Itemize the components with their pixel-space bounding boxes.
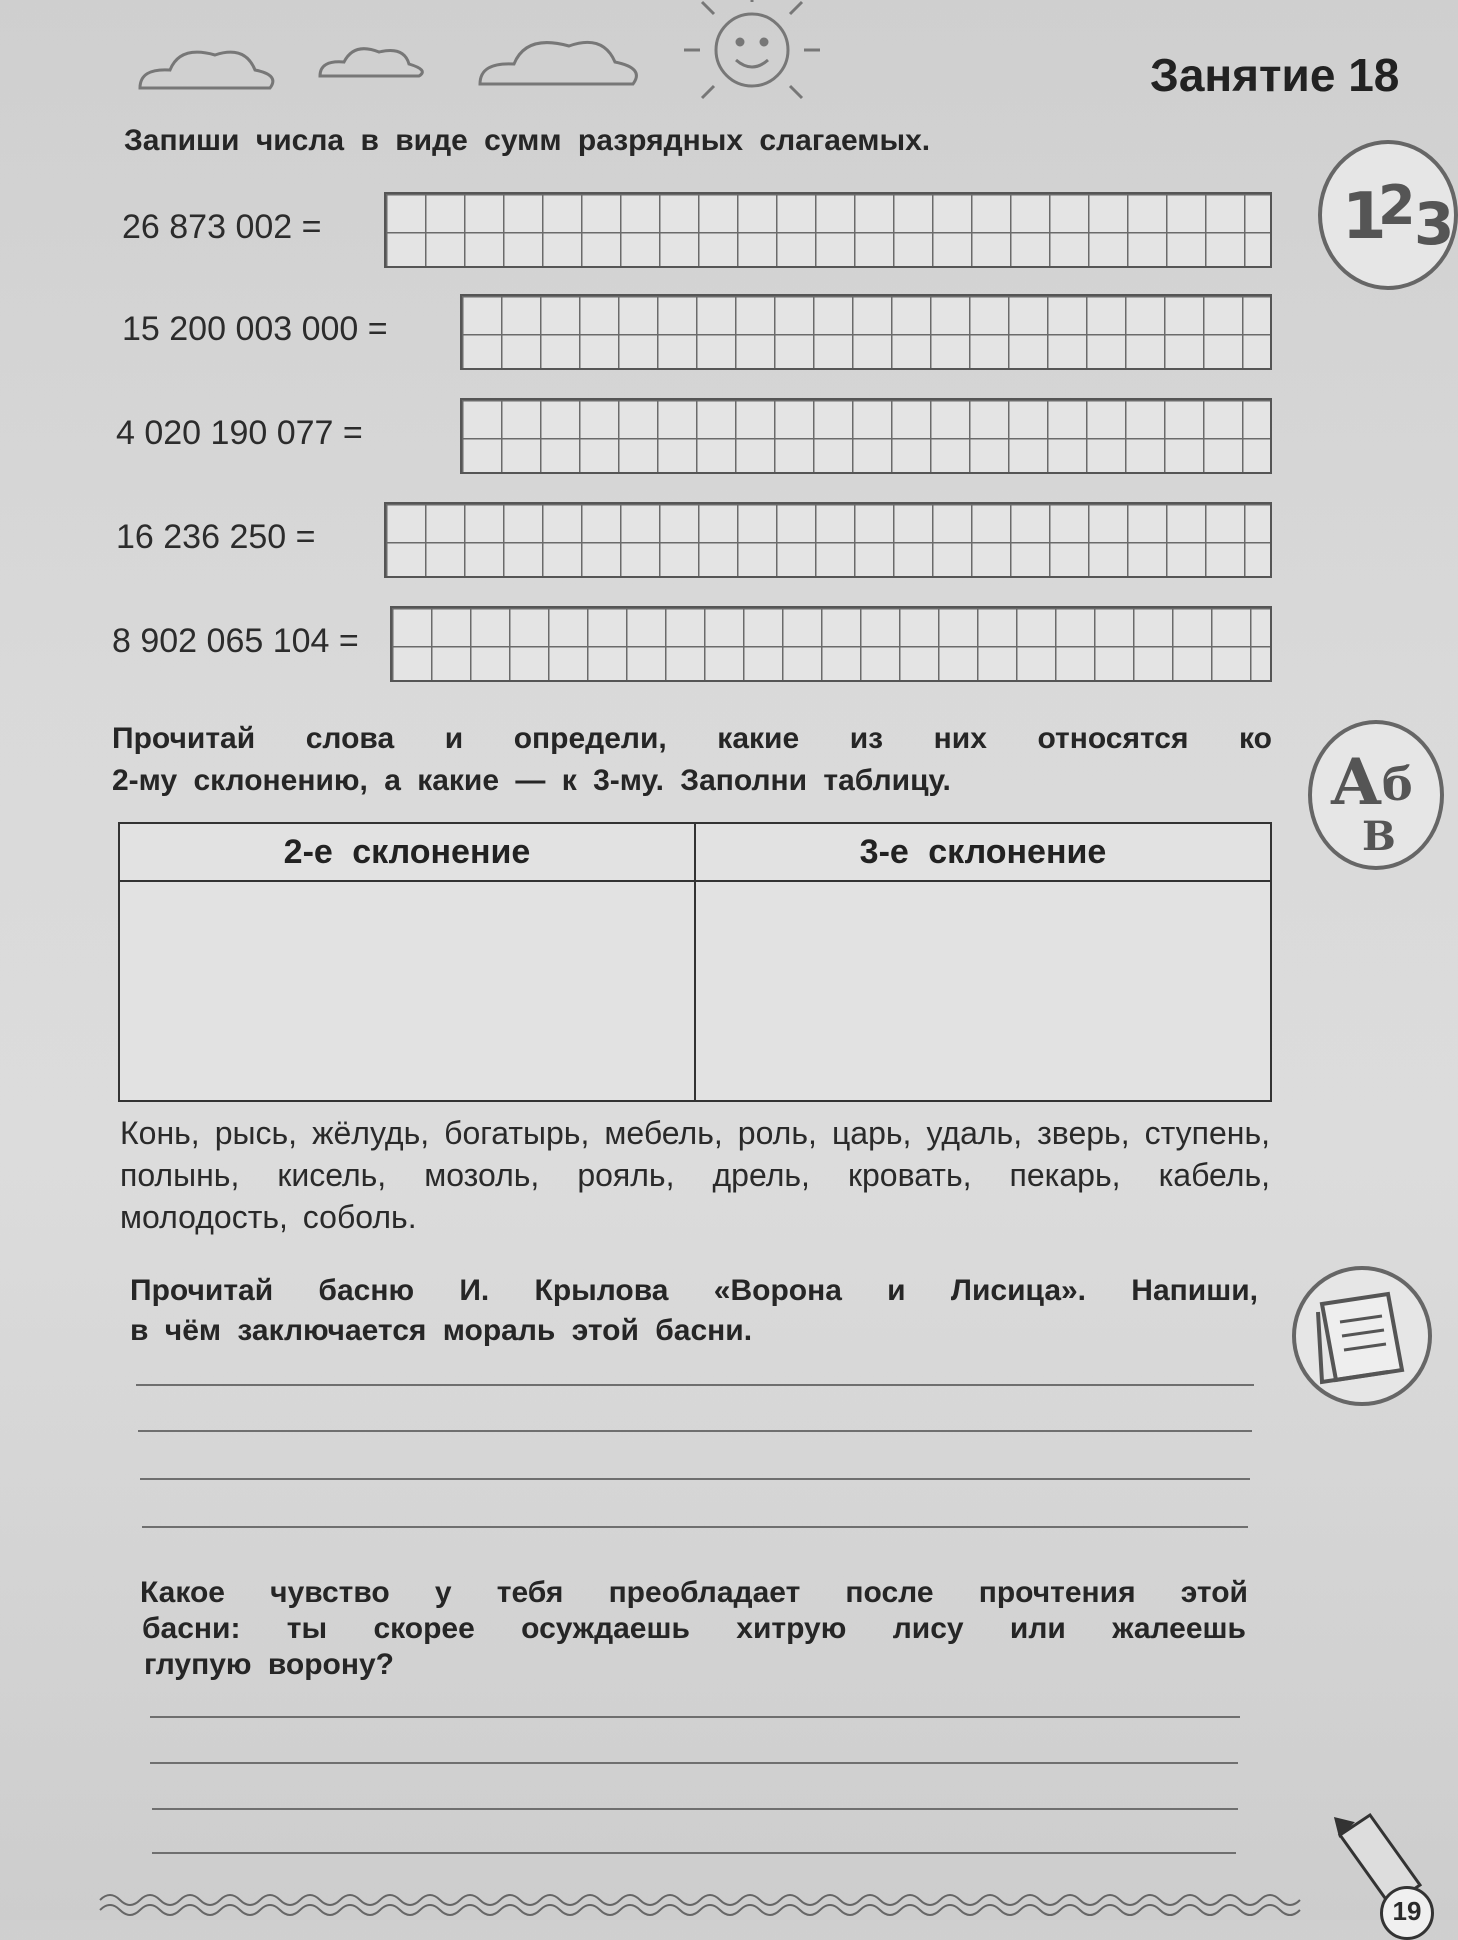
svg-text:3: 3 bbox=[1414, 190, 1455, 258]
cloud-icon bbox=[320, 49, 422, 76]
task3-heading-line1: Прочитай басню И. Крылова «Ворона и Лисица». Напиши, bbox=[130, 1274, 1258, 1307]
cloud-icon bbox=[480, 42, 636, 84]
answer-grid-3[interactable] bbox=[460, 398, 1272, 474]
task4-heading-line3: глупую ворону? bbox=[144, 1648, 395, 1681]
task2-heading-line2: 2-му склонению, а какие — к 3-му. Заполни таблицу. bbox=[112, 764, 951, 797]
task3-heading-line2: в чём заключается мораль этой басни. bbox=[130, 1314, 753, 1347]
equation-label-3: 4 020 190 077 = bbox=[116, 414, 363, 452]
answer-grid-5[interactable] bbox=[390, 606, 1272, 682]
task4-heading-line1: Какое чувство у тебя преобладает после прочтения этой bbox=[140, 1576, 1248, 1609]
equation-label-5: 8 902 065 104 = bbox=[112, 622, 359, 660]
task4-heading-line2: басни: ты скорее осуждаешь хитрую лису или жалеешь bbox=[142, 1612, 1246, 1645]
equation-label-1: 26 873 002 = bbox=[122, 208, 322, 246]
answer-line[interactable] bbox=[152, 1852, 1236, 1854]
page-number: 19 bbox=[1380, 1886, 1434, 1940]
letters-abv-icon bbox=[1308, 720, 1444, 870]
answer-line[interactable] bbox=[142, 1526, 1248, 1528]
task2-heading-line1: Прочитай слова и определи, какие из них относятся ко bbox=[112, 722, 1272, 755]
answer-line[interactable] bbox=[150, 1762, 1238, 1764]
lesson-title: Занятие 18 bbox=[1150, 49, 1400, 101]
answer-grid-4[interactable] bbox=[384, 502, 1272, 578]
cloud-icon bbox=[140, 52, 273, 88]
numbers-123-icon bbox=[1318, 140, 1458, 290]
answer-line[interactable] bbox=[138, 1430, 1252, 1432]
equation-label-4: 16 236 250 = bbox=[116, 518, 316, 556]
word-list: Конь, рысь, жёлудь, богатырь, мебель, роль, царь, удаль, зверь, ступень, полынь, кисель, мозоль, рояль, дрель, кровать, пекарь, кабель, молодость, соболь. bbox=[120, 1115, 1270, 1235]
answer-line[interactable] bbox=[150, 1716, 1240, 1718]
answer-cell-2nd-declension[interactable] bbox=[119, 881, 695, 1101]
svg-text:1: 1 bbox=[1342, 180, 1387, 254]
answer-cell-3rd-declension[interactable] bbox=[695, 881, 1271, 1101]
notebook-icon bbox=[1292, 1266, 1432, 1406]
declension-table bbox=[118, 822, 1272, 1102]
column-header-3rd-declension: 3-е склонение bbox=[695, 823, 1271, 881]
equation-label-2: 15 200 003 000 = bbox=[122, 310, 388, 348]
svg-text:2: 2 bbox=[1378, 174, 1416, 237]
wavy-footer bbox=[100, 1895, 1300, 1915]
column-header-2nd-declension: 2-е склонение bbox=[119, 823, 695, 881]
svg-text:б: б bbox=[1382, 757, 1413, 811]
task1-heading: Запиши числа в виде сумм разрядных слагаемых. bbox=[124, 124, 931, 157]
answer-grid-2[interactable] bbox=[460, 294, 1272, 370]
answer-line[interactable] bbox=[140, 1478, 1250, 1480]
answer-grid-1[interactable] bbox=[384, 192, 1272, 268]
svg-text:А: А bbox=[1330, 745, 1383, 820]
answer-line[interactable] bbox=[136, 1384, 1254, 1386]
sun-icon bbox=[684, 0, 820, 98]
answer-line[interactable] bbox=[152, 1808, 1238, 1810]
svg-text:В: В bbox=[1362, 813, 1396, 860]
